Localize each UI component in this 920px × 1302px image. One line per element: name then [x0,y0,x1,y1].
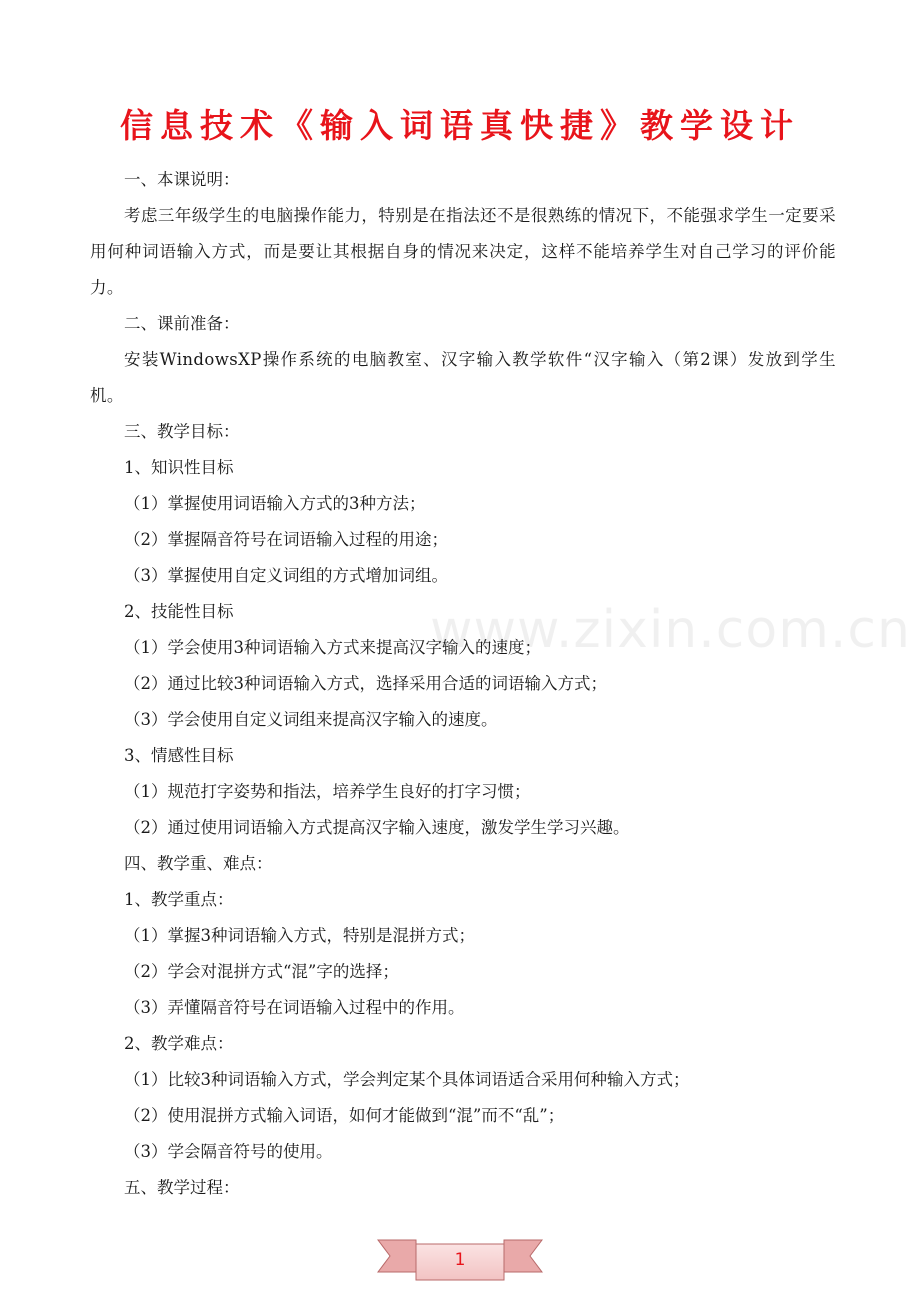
list-item: （2）掌握隔音符号在词语输入过程的用途； [124,530,448,549]
list-item: （1）掌握3种词语输入方式，特别是混拼方式； [124,926,475,945]
page-number: 1 [454,1250,466,1270]
subsection-heading: 3、情感性目标 [124,746,234,765]
list-item: （1）学会使用3种词语输入方式来提高汉字输入的速度； [124,638,541,657]
list-item: （2）学会对混拼方式“混”字的选择； [124,962,399,981]
page-number-badge [376,1232,544,1290]
document-title: 信息技术《输入词语真快捷》教学设计 [120,106,800,145]
document-body [90,162,836,1206]
section-heading: 二、课前准备： [124,314,240,333]
list-item: （2）使用混拼方式输入词语，如何才能做到“混”而不“乱”； [124,1106,565,1125]
list-item: （2）通过使用词语输入方式提高汉字输入速度，激发学生学习兴趣。 [124,818,630,837]
subsection-heading: 1、知识性目标 [124,458,234,477]
section-heading: 四、教学重、难点： [124,854,273,873]
watermark: www.zixin.com.cn [430,600,911,660]
paragraph: 考虑三年级学生的电脑操作能力，特别是在指法还不是很熟练的情况下，不能强求学生一定要采用何种词语输入方式，而是要让其根据自身的情况来决定，这样不能培养学生对自己学习的评价能力。 [90,206,836,297]
section-heading: 一、本课说明： [124,170,240,189]
section-heading: 五、教学过程： [124,1178,240,1197]
list-item: （3）弄懂隔音符号在词语输入过程中的作用。 [124,998,465,1017]
list-item: （2）通过比较3种词语输入方式，选择采用合适的词语输入方式； [124,674,607,693]
section-heading: 三、教学目标： [124,422,240,441]
list-item: （3）掌握使用自定义词组的方式增加词组。 [124,566,448,585]
paragraph: 安装WindowsXP操作系统的电脑教室、汉字输入教学软件“汉字输入（第2课）发放到学生机。 [90,350,836,405]
subsection-heading: 1、教学重点： [124,890,234,909]
list-item: （1）规范打字姿势和指法，培养学生良好的打字习惯； [124,782,531,801]
list-item: （3）学会使用自定义词组来提高汉字输入的速度。 [124,710,498,729]
subsection-heading: 2、教学难点： [124,1034,234,1053]
list-item: （3）学会隔音符号的使用。 [124,1142,333,1161]
list-item: （1）比较3种词语输入方式，学会判定某个具体词语适合采用何种输入方式； [124,1070,690,1089]
list-item: （1）掌握使用词语输入方式的3种方法； [124,494,426,513]
subsection-heading: 2、技能性目标 [124,602,234,621]
